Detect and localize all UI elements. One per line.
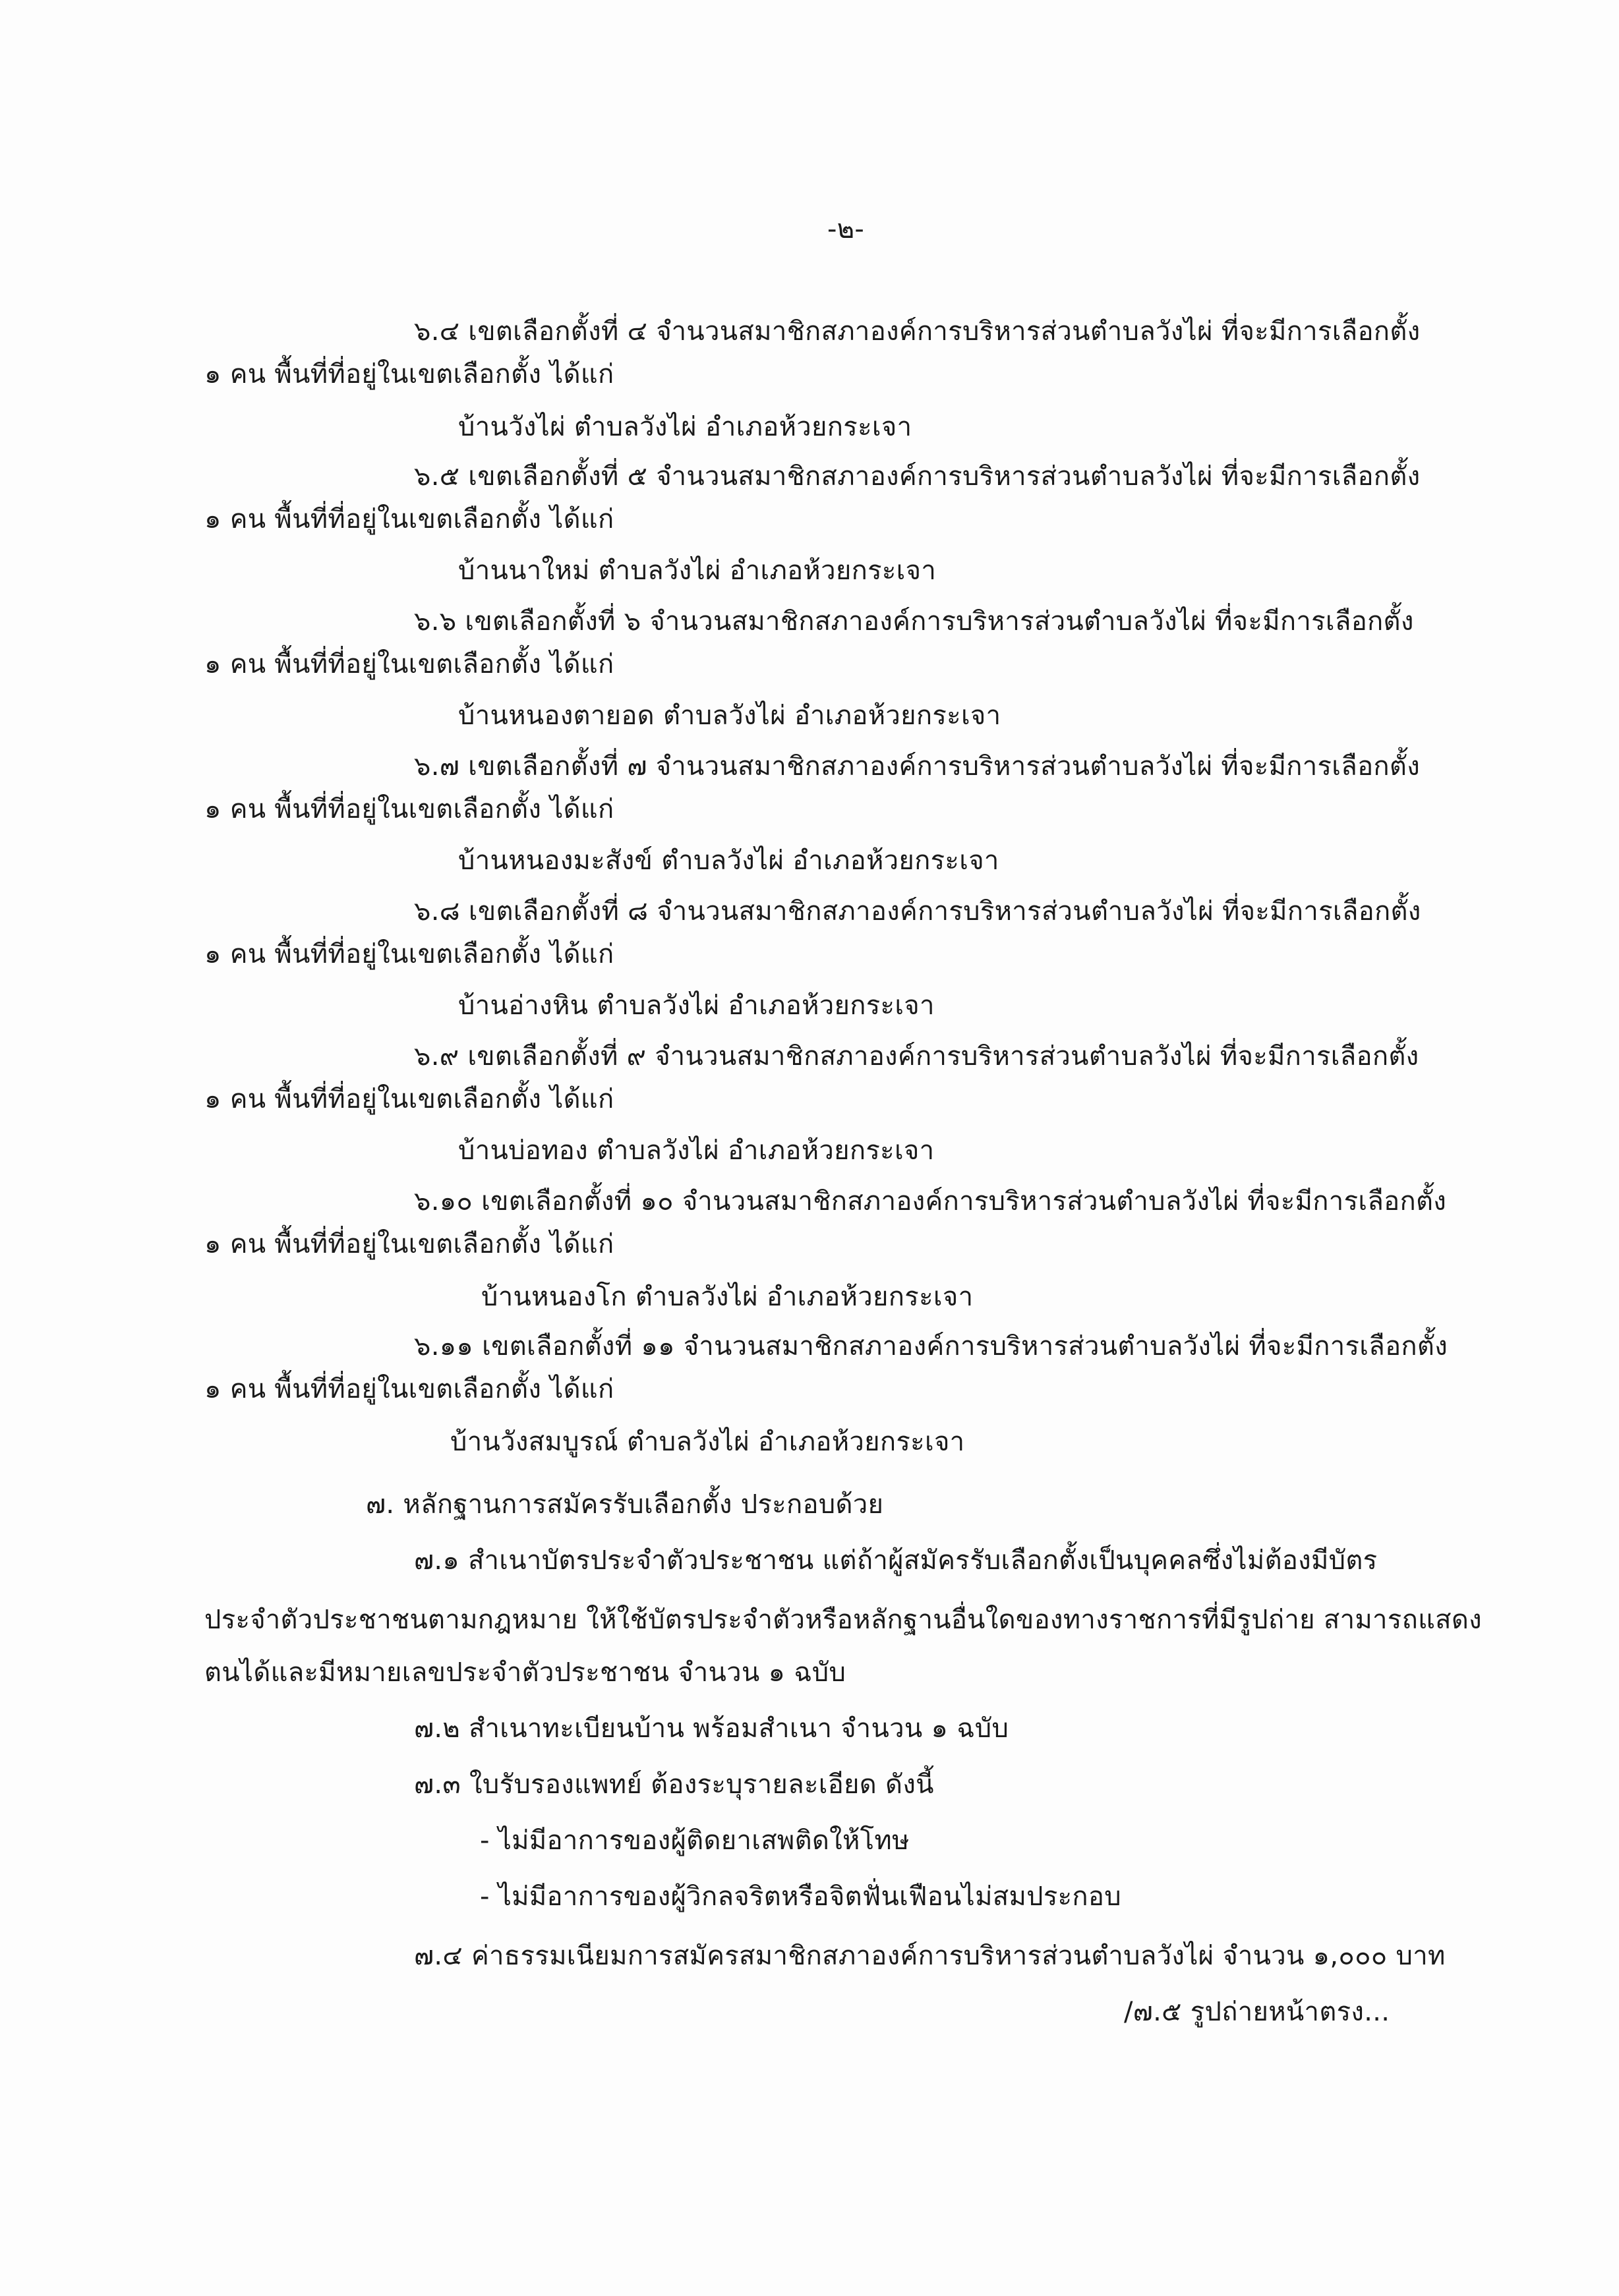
district-area: บ้านบ่อทอง ตำบลวังไผ่ อำเภอห้วยกระเจา bbox=[458, 1135, 935, 1166]
district-area: บ้านอ่างหิน ตำบลวังไผ่ อำเภอห้วยกระเจา bbox=[458, 990, 935, 1021]
item-7-3-bullet: - ไม่มีอาการของผู้ติดยาเสพติดให้โทษ bbox=[480, 1825, 910, 1856]
item-7-3: ๗.๓ ใบรับรองแพทย์ ต้องระบุรายละเอียด ดังนี้ bbox=[414, 1769, 934, 1800]
district-area: บ้านวังไผ่ ตำบลวังไผ่ อำเภอห้วยกระเจา bbox=[458, 412, 912, 442]
district-continuation: ๑ คน พื้นที่ที่อยู่ในเขตเลือกตั้ง ได้แก่ bbox=[204, 504, 614, 534]
district-continuation: ๑ คน พื้นที่ที่อยู่ในเขตเลือกตั้ง ได้แก่ bbox=[204, 1084, 614, 1114]
district-heading: ๖.๗ เขตเลือกตั้งที่ ๗ จำนวนสมาชิกสภาองค์การบริหารส่วนตำบลวังไผ่ ที่จะมีการเลือกตั้ง bbox=[414, 751, 1421, 782]
item-7-3-bullet: - ไม่มีอาการของผู้วิกลจริตหรือจิตฟั่นเฟือนไม่สมประกอบ bbox=[480, 1881, 1121, 1912]
district-heading: ๖.๘ เขตเลือกตั้งที่ ๘ จำนวนสมาชิกสภาองค์การบริหารส่วนตำบลวังไผ่ ที่จะมีการเลือกตั้ง bbox=[414, 896, 1421, 927]
district-continuation: ๑ คน พื้นที่ที่อยู่ในเขตเลือกตั้ง ได้แก่ bbox=[204, 359, 614, 389]
district-continuation: ๑ คน พื้นที่ที่อยู่ในเขตเลือกตั้ง ได้แก่ bbox=[204, 1229, 614, 1259]
item-7-1-line: ประจำตัวประชาชนตามกฎหมาย ให้ใช้บัตรประจำตัวหรือหลักฐานอื่นใดของทางราชการที่มีรูปถ่าย สามารถแสดง bbox=[204, 1605, 1482, 1635]
item-7-2: ๗.๒ สำเนาทะเบียนบ้าน พร้อมสำเนา จำนวน ๑ ฉบับ bbox=[414, 1713, 1009, 1744]
district-area: บ้านนาใหม่ ตำบลวังไผ่ อำเภอห้วยกระเจา bbox=[458, 556, 937, 586]
district-heading: ๖.๕ เขตเลือกตั้งที่ ๕ จำนวนสมาชิกสภาองค์การบริหารส่วนตำบลวังไผ่ ที่จะมีการเลือกตั้ง bbox=[414, 461, 1421, 492]
district-heading: ๖.๑๐ เขตเลือกตั้งที่ ๑๐ จำนวนสมาชิกสภาองค์การบริหารส่วนตำบลวังไผ่ ที่จะมีการเลือกตั้ง bbox=[414, 1186, 1447, 1217]
district-area: บ้านหนองโก ตำบลวังไผ่ อำเภอห้วยกระเจา bbox=[481, 1282, 974, 1312]
item-7-1-line: ๗.๑ สำเนาบัตรประจำตัวประชาชน แต่ถ้าผู้สมัครรับเลือกตั้งเป็นบุคคลซึ่งไม่ต้องมีบัตร bbox=[414, 1545, 1378, 1576]
district-continuation: ๑ คน พื้นที่ที่อยู่ในเขตเลือกตั้ง ได้แก่ bbox=[204, 794, 614, 824]
item-7-1-line: ตนได้และมีหมายเลขประจำตัวประชาชน จำนวน ๑ ฉบับ bbox=[204, 1657, 846, 1688]
district-heading: ๖.๙ เขตเลือกตั้งที่ ๙ จำนวนสมาชิกสภาองค์การบริหารส่วนตำบลวังไผ่ ที่จะมีการเลือกตั้ง bbox=[414, 1041, 1419, 1072]
page-number: -๒- bbox=[827, 214, 865, 244]
continuation-marker: /๗.๕ รูปถ่ายหน้าตรง... bbox=[1124, 1997, 1390, 2027]
item-7-4: ๗.๔ ค่าธรรมเนียมการสมัครสมาชิกสภาองค์การบริหารส่วนตำบลวังไผ่ จำนวน ๑,๐๐๐ บาท bbox=[414, 1941, 1446, 1971]
district-heading: ๖.๔ เขตเลือกตั้งที่ ๔ จำนวนสมาชิกสภาองค์การบริหารส่วนตำบลวังไผ่ ที่จะมีการเลือกตั้ง bbox=[414, 316, 1421, 347]
district-heading: ๖.๖ เขตเลือกตั้งที่ ๖ จำนวนสมาชิกสภาองค์การบริหารส่วนตำบลวังไผ่ ที่จะมีการเลือกตั้ง bbox=[414, 606, 1414, 637]
district-heading: ๖.๑๑ เขตเลือกตั้งที่ ๑๑ จำนวนสมาชิกสภาองค์การบริหารส่วนตำบลวังไผ่ ที่จะมีการเลือกตั้ง bbox=[414, 1331, 1448, 1362]
district-area: บ้านหนองมะสังข์ ตำบลวังไผ่ อำเภอห้วยกระเจา bbox=[458, 846, 999, 876]
district-area: บ้านหนองตายอด ตำบลวังไผ่ อำเภอห้วยกระเจา bbox=[458, 701, 1001, 731]
district-area: บ้านวังสมบูรณ์ ตำบลวังไผ่ อำเภอห้วยกระเจา bbox=[450, 1427, 965, 1457]
district-continuation: ๑ คน พื้นที่ที่อยู่ในเขตเลือกตั้ง ได้แก่ bbox=[204, 649, 614, 679]
section-7-title: ๗. หลักฐานการสมัครรับเลือกตั้ง ประกอบด้วย bbox=[366, 1489, 884, 1520]
district-continuation: ๑ คน พื้นที่ที่อยู่ในเขตเลือกตั้ง ได้แก่ bbox=[204, 939, 614, 969]
district-continuation: ๑ คน พื้นที่ที่อยู่ในเขตเลือกตั้ง ได้แก่ bbox=[204, 1374, 614, 1404]
